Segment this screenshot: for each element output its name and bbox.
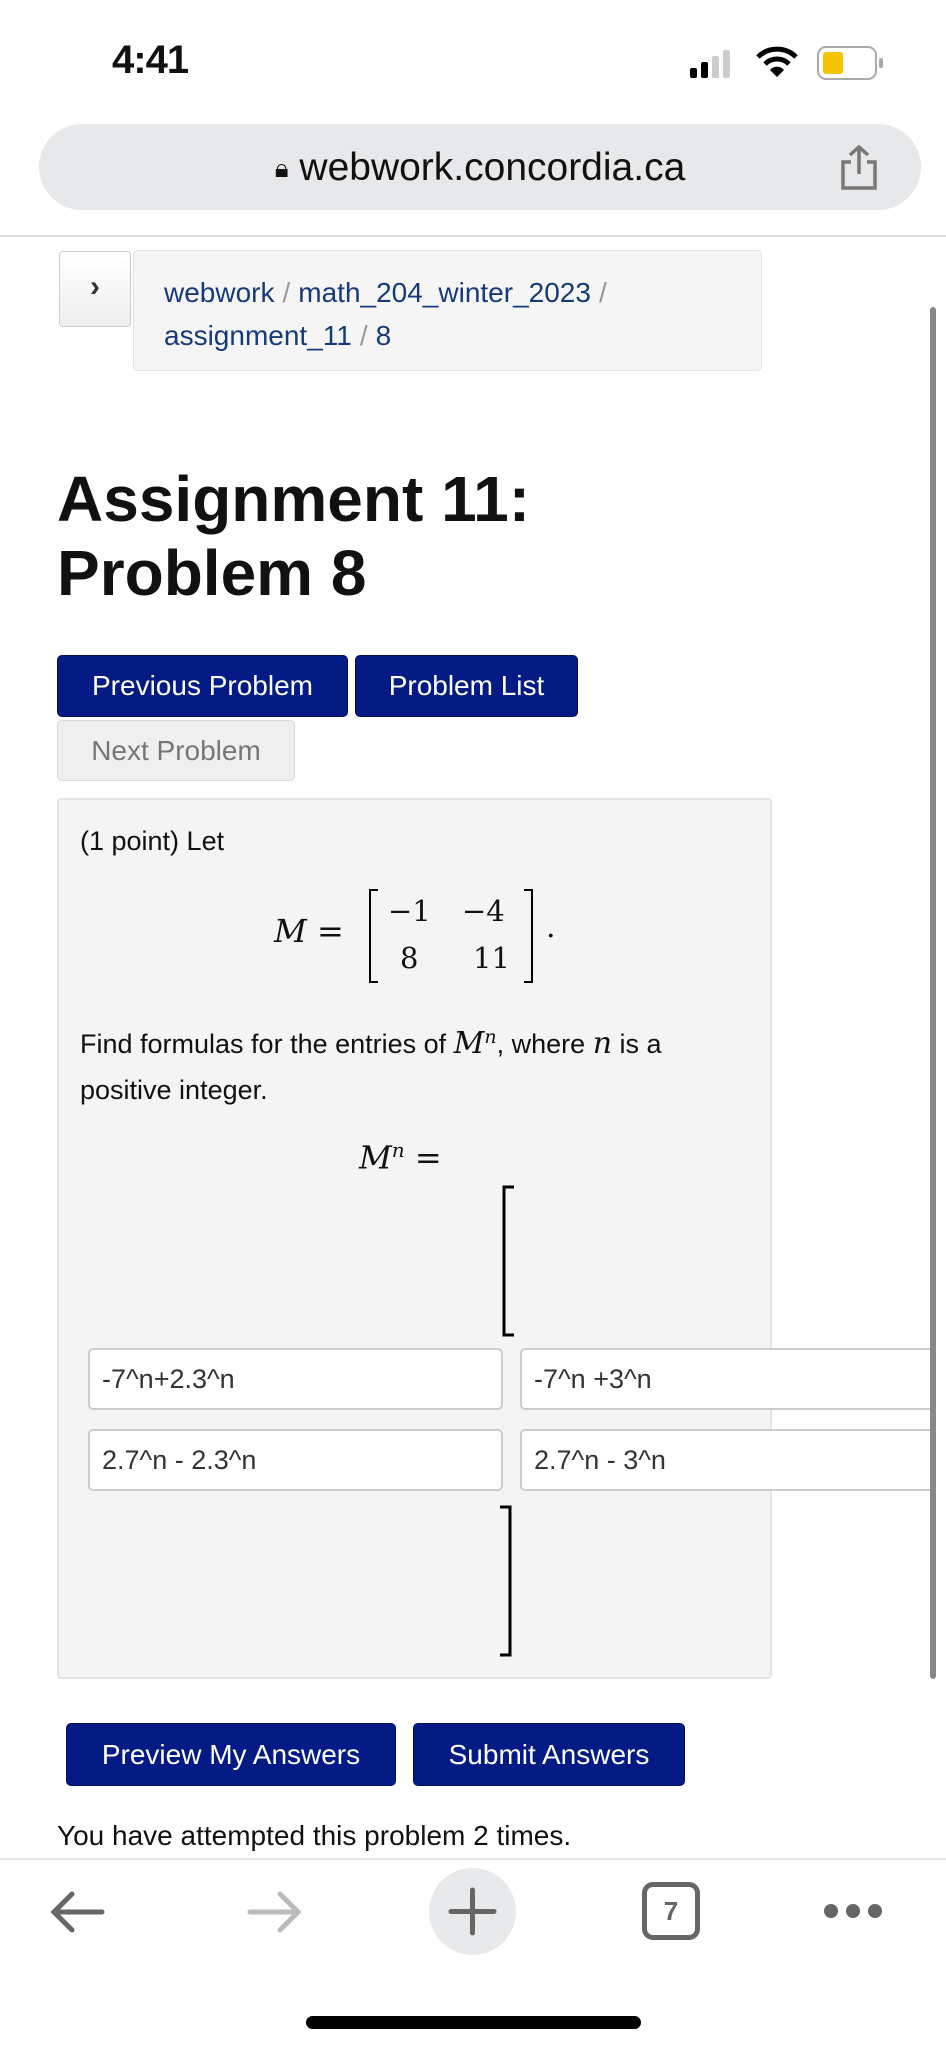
answer-input-1-1[interactable]: -7^n+2.3^n <box>88 1348 503 1410</box>
breadcrumb-webwork[interactable]: webwork <box>164 277 275 308</box>
url: webwork.concordia.ca <box>299 146 686 189</box>
matrix-cell: 11 <box>473 941 510 975</box>
math-m: M <box>359 1138 392 1177</box>
title-line: Assignment 11: <box>57 463 531 535</box>
url-text <box>39 146 921 190</box>
matrix-cell: −4 <box>462 894 505 928</box>
problem-intro: (1 point) Let <box>80 826 225 856</box>
submit-answers-button[interactable]: Submit Answers <box>413 1723 685 1786</box>
math-exp: n <box>391 1138 405 1162</box>
question-text: is a positive integer. <box>80 1029 662 1105</box>
period: . <box>546 910 556 945</box>
share-icon[interactable] <box>839 144 879 197</box>
question-text: , where <box>496 1029 593 1059</box>
breadcrumb <box>133 250 762 371</box>
title-line: Problem 8 <box>57 537 367 609</box>
math-m: M <box>453 1026 485 1061</box>
previous-problem-button[interactable]: Previous Problem <box>57 655 348 717</box>
scrollbar[interactable] <box>930 307 936 1679</box>
back-icon[interactable] <box>48 1890 106 1939</box>
problem-question <box>80 1014 760 1113</box>
breadcrumb-separator: / <box>359 320 368 351</box>
status-time: 4:41 <box>112 38 189 82</box>
new-tab-button[interactable] <box>429 1868 516 1955</box>
left-bracket <box>500 1185 520 1337</box>
toolbar-divider <box>0 1858 946 1860</box>
matrix-cell: 8 <box>400 941 419 975</box>
breadcrumb-problem[interactable]: 8 <box>375 320 392 351</box>
more-icon[interactable] <box>823 1901 883 1926</box>
chevron-right-icon: › <box>90 270 100 303</box>
mn-equals: $M^n$ = <box>359 1138 442 1177</box>
preview-answers-button[interactable]: Preview My Answers <box>66 1723 396 1786</box>
math-n: n <box>592 1026 613 1061</box>
right-bracket <box>496 1505 516 1657</box>
breadcrumb-separator: / <box>282 277 291 308</box>
answer-input-2-1[interactable]: 2.7^n - 2.3^n <box>88 1429 503 1491</box>
sidebar-toggle-button[interactable] <box>59 251 131 327</box>
wifi-icon <box>756 46 798 83</box>
signal-icon <box>690 50 738 78</box>
forward-icon[interactable] <box>246 1890 304 1939</box>
attempts-text: You have attempted this problem 2 times. <box>57 1820 572 1851</box>
answer-input-1-2[interactable]: -7^n +3^n <box>520 1348 936 1410</box>
matrix-label: M = <box>274 912 344 950</box>
tabs-button[interactable]: 7 <box>642 1882 700 1940</box>
lock-icon: 🔒︎ <box>274 153 289 183</box>
divider <box>0 235 946 237</box>
battery-icon <box>817 46 885 85</box>
question-text: Find formulas for the entries of <box>80 1029 454 1059</box>
matrix-m <box>366 886 536 986</box>
breadcrumb-separator: / <box>598 277 607 308</box>
plus-icon <box>429 1868 516 1955</box>
page-title <box>57 462 530 610</box>
problem-list-button[interactable]: Problem List <box>355 655 578 717</box>
matrix-cell: −1 <box>388 894 431 928</box>
math-exp: n <box>484 1026 497 1048</box>
breadcrumb-assignment[interactable]: assignment_11 <box>164 320 352 351</box>
breadcrumb-course[interactable]: math_204_winter_2023 <box>298 277 591 308</box>
home-indicator <box>306 2016 641 2029</box>
answer-input-2-2[interactable]: 2.7^n - 3^n <box>520 1429 936 1491</box>
address-bar[interactable] <box>39 124 921 210</box>
next-problem-button[interactable]: Next Problem <box>57 720 295 781</box>
